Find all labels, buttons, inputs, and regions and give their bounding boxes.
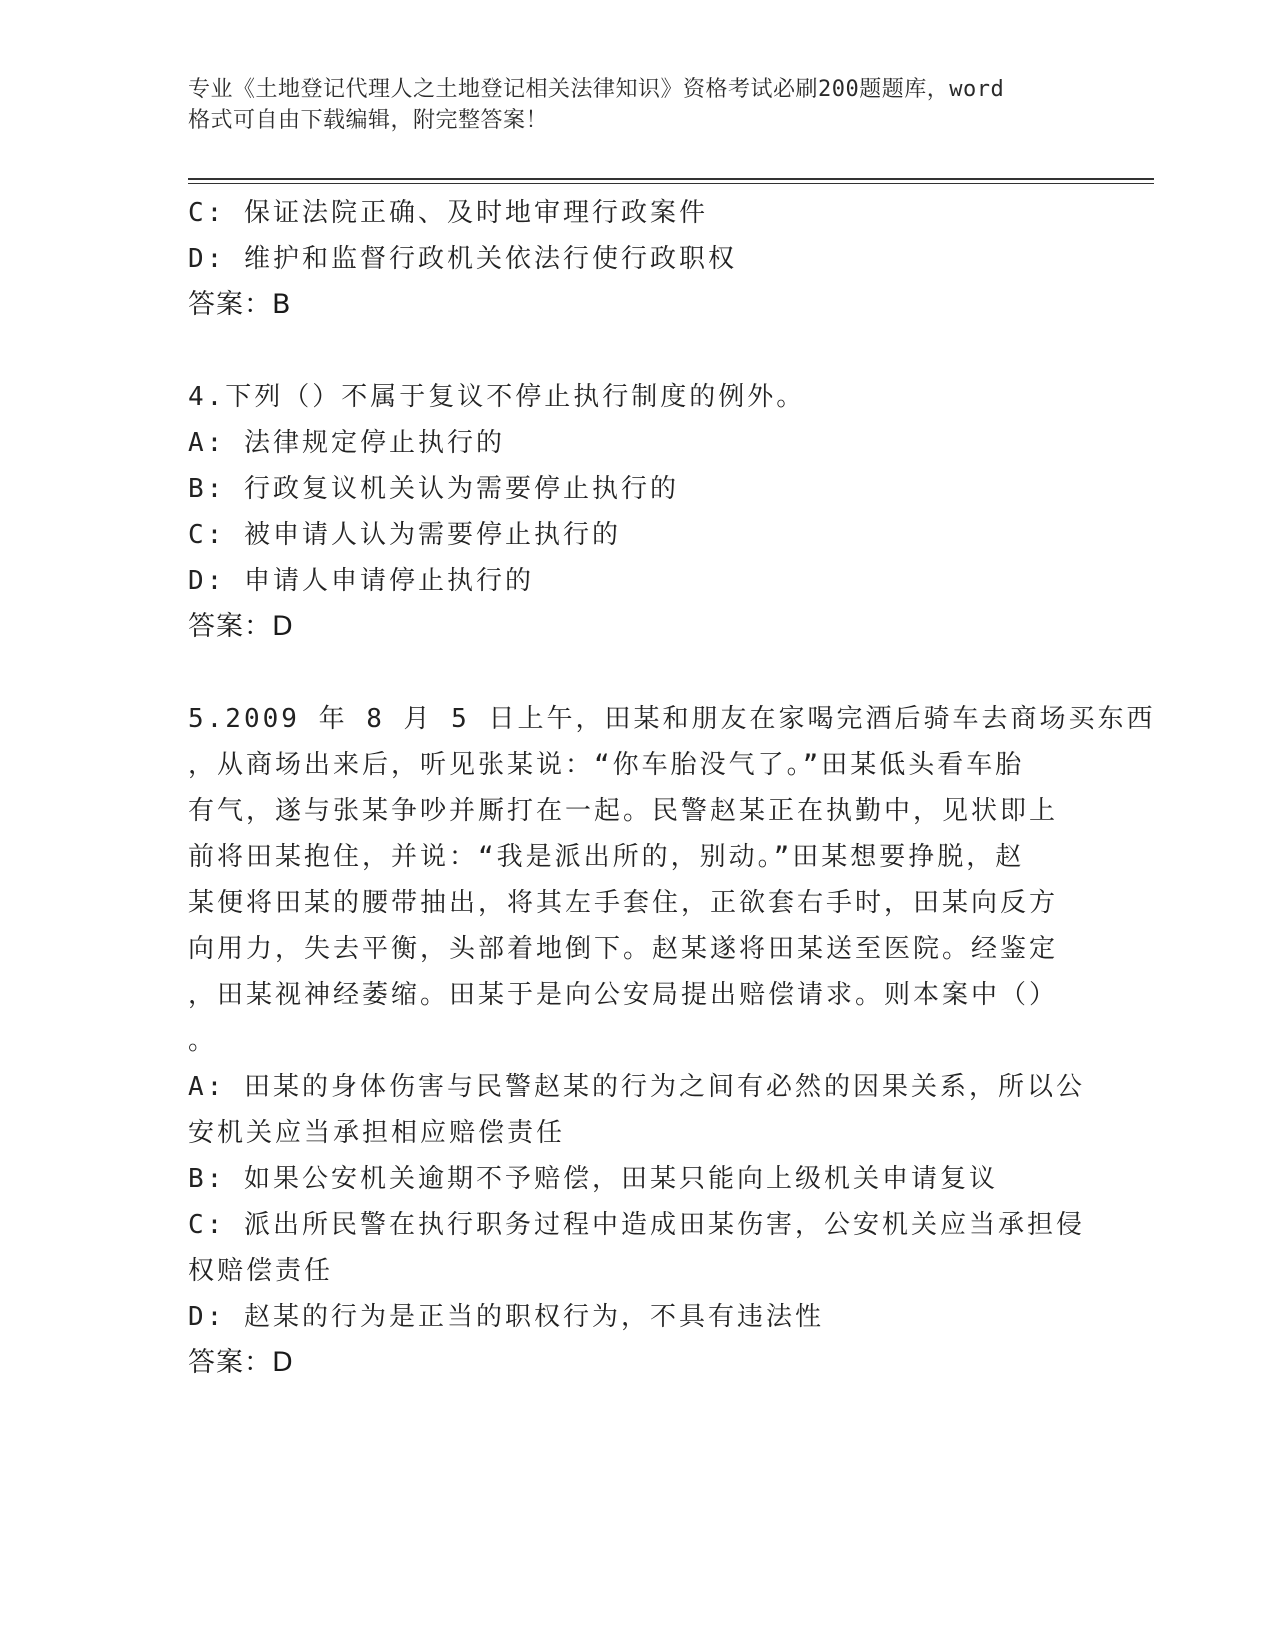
spacer — [188, 328, 1088, 374]
q5-answer: 答案：D — [188, 1347, 294, 1378]
q5-option-c-line: C: 派出所民警在执行职务过程中造成田某伤害，公安机关应当承担侵 — [188, 1210, 1085, 1240]
q5-option-c-line: 权赔偿责任 — [188, 1256, 334, 1286]
q5-option-a-line: 安机关应当承担相应赔偿责任 — [188, 1118, 566, 1148]
q5-stem-line: 有气，遂与张某争吵并厮打在一起。民警赵某正在执勤中，见状即上 — [188, 796, 1059, 826]
question-3-tail — [188, 190, 1088, 328]
q5-option-a-line: A: 田某的身体伤害与民警赵某的行为之间有必然的因果关系，所以公 — [188, 1072, 1085, 1102]
q5-option-b-line: B: 如果公安机关逾期不予赔偿，田某只能向上级机关申请复议 — [188, 1164, 998, 1194]
q5-stem-line: 。 — [188, 1026, 218, 1056]
header-line-1: 专业《土地登记代理人之土地登记相关法律知识》资格考试必刷200题题库，word — [188, 77, 1005, 102]
question-content — [188, 190, 1156, 1386]
q4-stem: 4.下列（）不属于复议不停止执行制度的例外。 — [188, 382, 806, 412]
q5-option-d-line: D: 赵某的行为是正当的职权行为，不具有违法性 — [188, 1302, 824, 1332]
q5-stem-line: 向用力，失去平衡，头部着地倒下。赵某遂将田某送至医院。经鉴定 — [188, 934, 1059, 964]
header-rule-thin — [188, 183, 1154, 184]
q3-answer: 答案：B — [188, 289, 292, 320]
q4-option-c: C: 被申请人认为需要停止执行的 — [188, 520, 621, 550]
q4-option-b: B: 行政复议机关认为需要停止执行的 — [188, 474, 679, 504]
q5-stem-line: 某便将田某的腰带抽出，将其左手套住，正欲套右手时，田某向反方 — [188, 888, 1059, 918]
q5-stem-line: 5.2009 年 8 月 5 日上午，田某和朋友在家喝完酒后骑车去商场买东西 — [188, 704, 1156, 734]
q5-stem-line: ，从商场出来后，听见张某说：“你车胎没气了。”田某低头看车胎 — [188, 750, 1025, 780]
q3-option-c: C: 保证法院正确、及时地审理行政案件 — [188, 198, 708, 228]
document-header — [188, 74, 1088, 136]
question-5 — [188, 696, 1156, 1386]
header-line-2: 格式可自由下载编辑，附完整答案！ — [188, 108, 549, 133]
q4-option-d: D: 申请人申请停止执行的 — [188, 566, 534, 596]
header-rule-thick — [188, 178, 1154, 180]
q4-answer: 答案：D — [188, 611, 294, 642]
question-4 — [188, 374, 1088, 650]
q5-stem-line: ，田某视神经萎缩。田某于是向公安局提出赔偿请求。则本案中（） — [188, 980, 1059, 1010]
q3-option-d: D: 维护和监督行政机关依法行使行政职权 — [188, 244, 737, 274]
spacer — [188, 650, 1088, 696]
q5-stem-line: 前将田某抱住，并说：“我是派出所的，别动。”田某想要挣脱，赵 — [188, 842, 1025, 872]
q4-option-a: A: 法律规定停止执行的 — [188, 428, 505, 458]
